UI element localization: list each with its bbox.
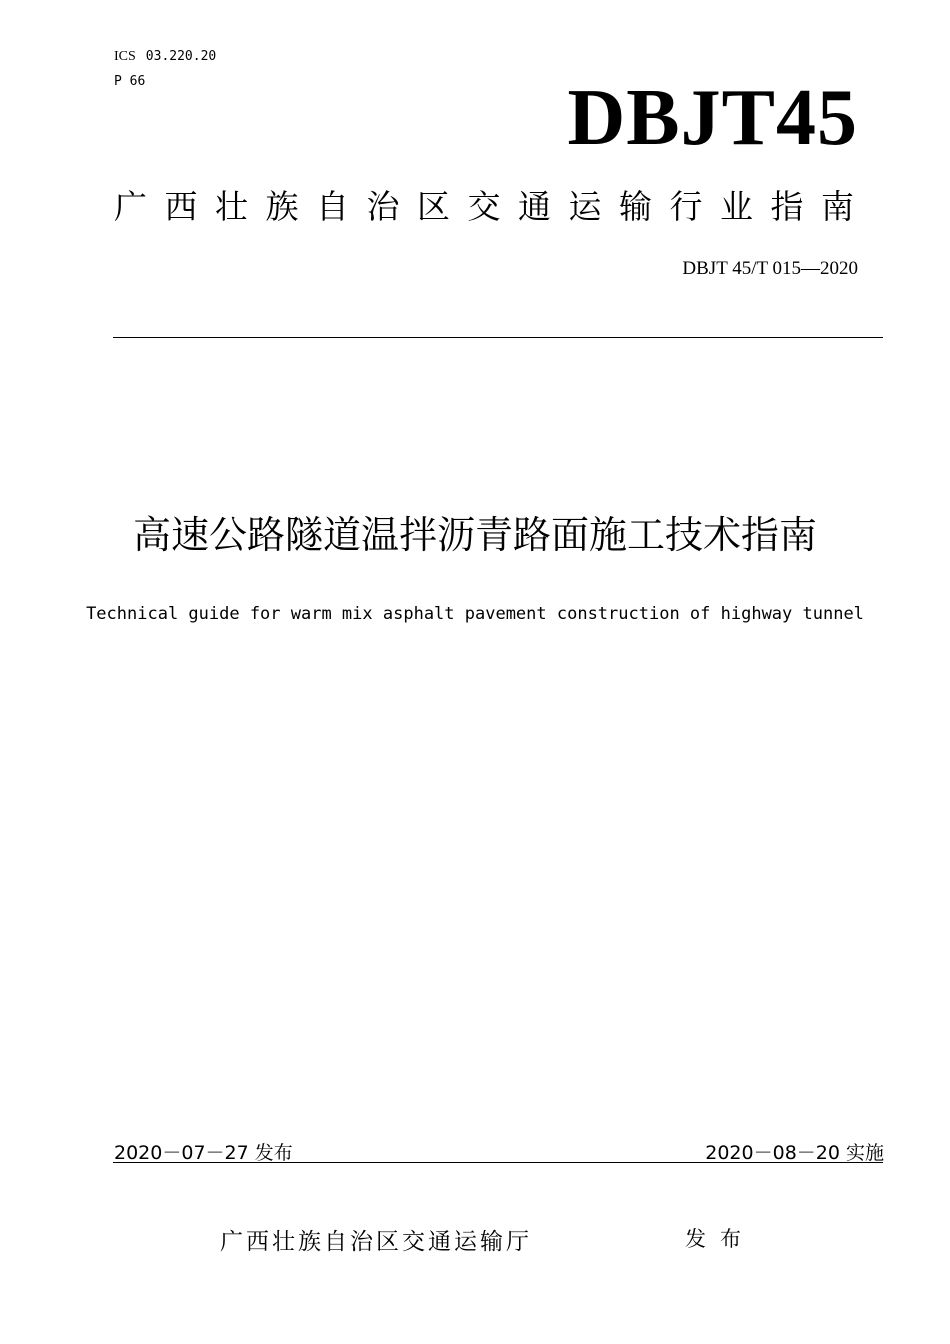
document-title-chinese: 高速公路隧道温拌沥青路面施工技术指南 [132, 513, 817, 557]
issue-date: 2020－07－27 发布 [114, 1142, 293, 1164]
ics-code: 03.220.20 [145, 49, 217, 64]
ccs-code: P 66 [114, 74, 146, 89]
footer-divider [113, 1162, 883, 1163]
publisher-name: 广西壮族自治区交通运输厅 [220, 1229, 532, 1255]
issuer-header: 广西壮族自治区交通运输行业指南 [114, 187, 872, 226]
header-divider [113, 337, 883, 338]
publish-label: 发布 [685, 1227, 755, 1251]
standard-code: DBJT45 [567, 74, 858, 162]
ics-classification [114, 49, 216, 65]
implementation-date: 2020－08－20 实施 [705, 1142, 884, 1164]
document-title-english: Technical guide for warm mix asphalt pavement construction of highway tunnel [86, 604, 864, 624]
ics-label: ICS [114, 49, 136, 64]
standard-number: DBJT 45/T 015—2020 [682, 258, 858, 279]
